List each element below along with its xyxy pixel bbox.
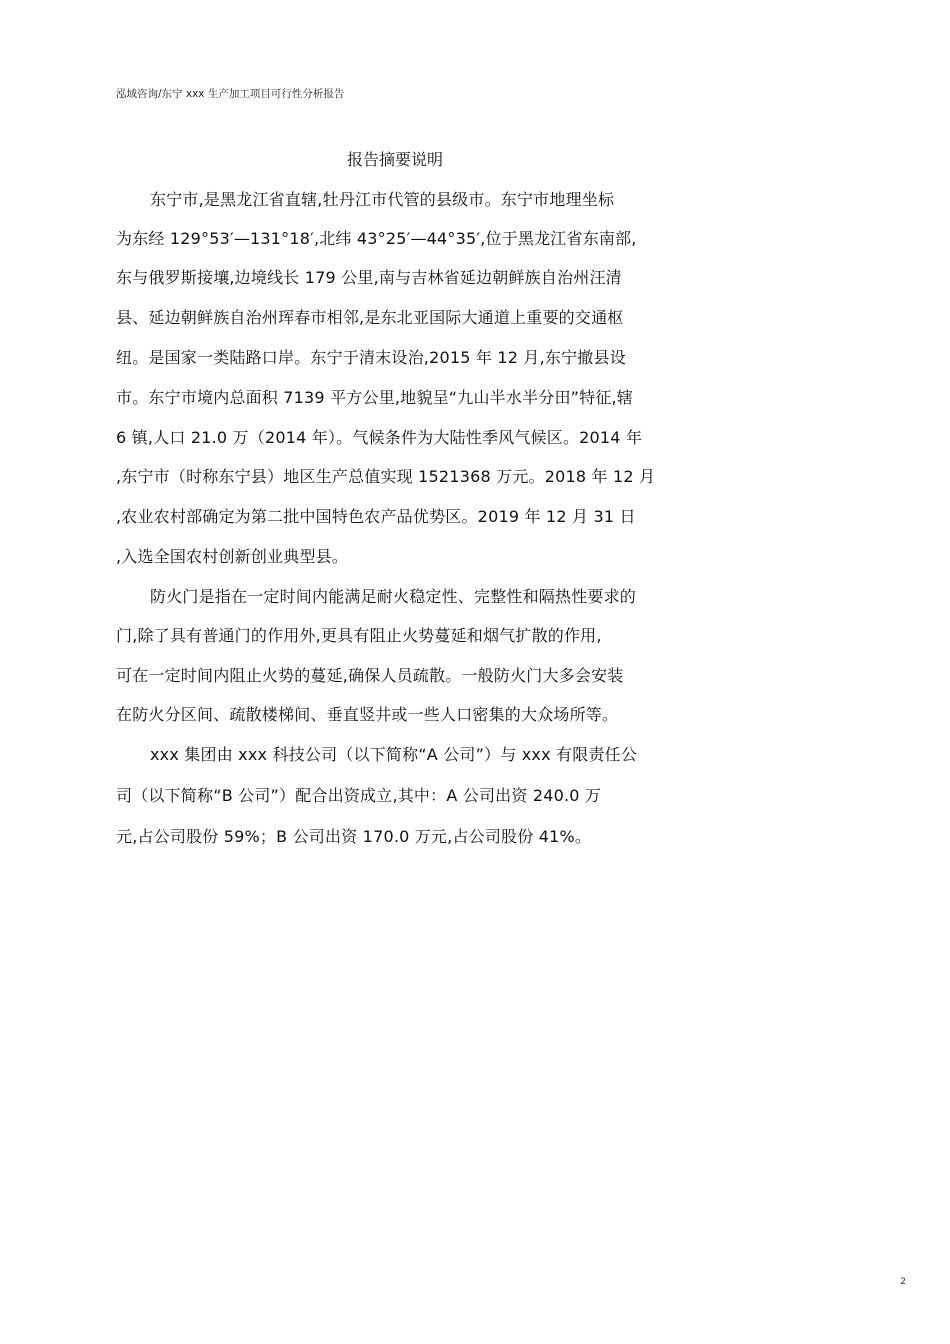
paragraph-line: ,入选全国农村创新创业典型县。 (116, 547, 349, 566)
paragraph-line: 在防火分区间、疏散楼梯间、垂直竖井或一些人口密集的大众场所等。 (116, 705, 619, 724)
section-title: 报告摘要说明 (346, 150, 443, 169)
paragraph-line: 元,占公司股份 59%；B 公司出资 170.0 万元,占公司股份 41%。 (116, 827, 592, 846)
paragraph-line: 可在一定时间内阻止火势的蔓延,确保人员疏散。一般防火门大多会安装 (116, 666, 624, 685)
paragraph-line: 防火门是指在一定时间内能满足耐火稳定性、完整性和隔热性要求的 (150, 587, 637, 606)
paragraph-line: 东与俄罗斯接壤,边境线长 179 公里,南与吉林省延边朝鲜族自治州汪清 (116, 268, 622, 287)
paragraph-line: 门,除了具有普通门的作用外,更具有阻止火势蔓延和烟气扩散的作用, (116, 626, 602, 645)
paragraph-line: 纽。是国家一类陆路口岸。东宁于清末设治,2015 年 12 月,东宁撤县设 (116, 348, 626, 367)
paragraph-line: 县、延边朝鲜族自治州珲春市相邻,是东北亚国际大通道上重要的交通枢 (116, 308, 624, 327)
paragraph-line: ,农业农村部确定为第二批中国特色农产品优势区。2019 年 12 月 31 日 (116, 507, 636, 526)
paragraph-line: 司（以下简称“B 公司”）配合出资成立,其中：A 公司出资 240.0 万 (116, 786, 602, 805)
paragraph-line: 为东经 129°53′—131°18′,北纬 43°25′—44°35′,位于黑龙江省东南部, (116, 229, 637, 248)
page-number: 2 (900, 1277, 906, 1287)
paragraph-line: ,东宁市（时称东宁县）地区生产总值实现 1521368 万元。2018 年 12 月 (116, 467, 656, 486)
running-header: 泓域咨询/东宁 xxx 生产加工项目可行性分析报告 (116, 88, 345, 100)
paragraph-line: 6 镇,人口 21.0 万（2014 年）。气候条件为大陆性季风气候区。2014 年 (116, 428, 643, 447)
paragraph-line: 市。东宁市境内总面积 7139 平方公里,地貌呈“九山半水半分田”特征,辖 (116, 388, 634, 407)
paragraph-line: xxx 集团由 xxx 科技公司（以下简称“A 公司”）与 xxx 有限责任公 (150, 745, 638, 764)
paragraph-line: 东宁市,是黑龙江省直辖,牡丹江市代管的县级市。东宁市地理坐标 (150, 190, 615, 209)
